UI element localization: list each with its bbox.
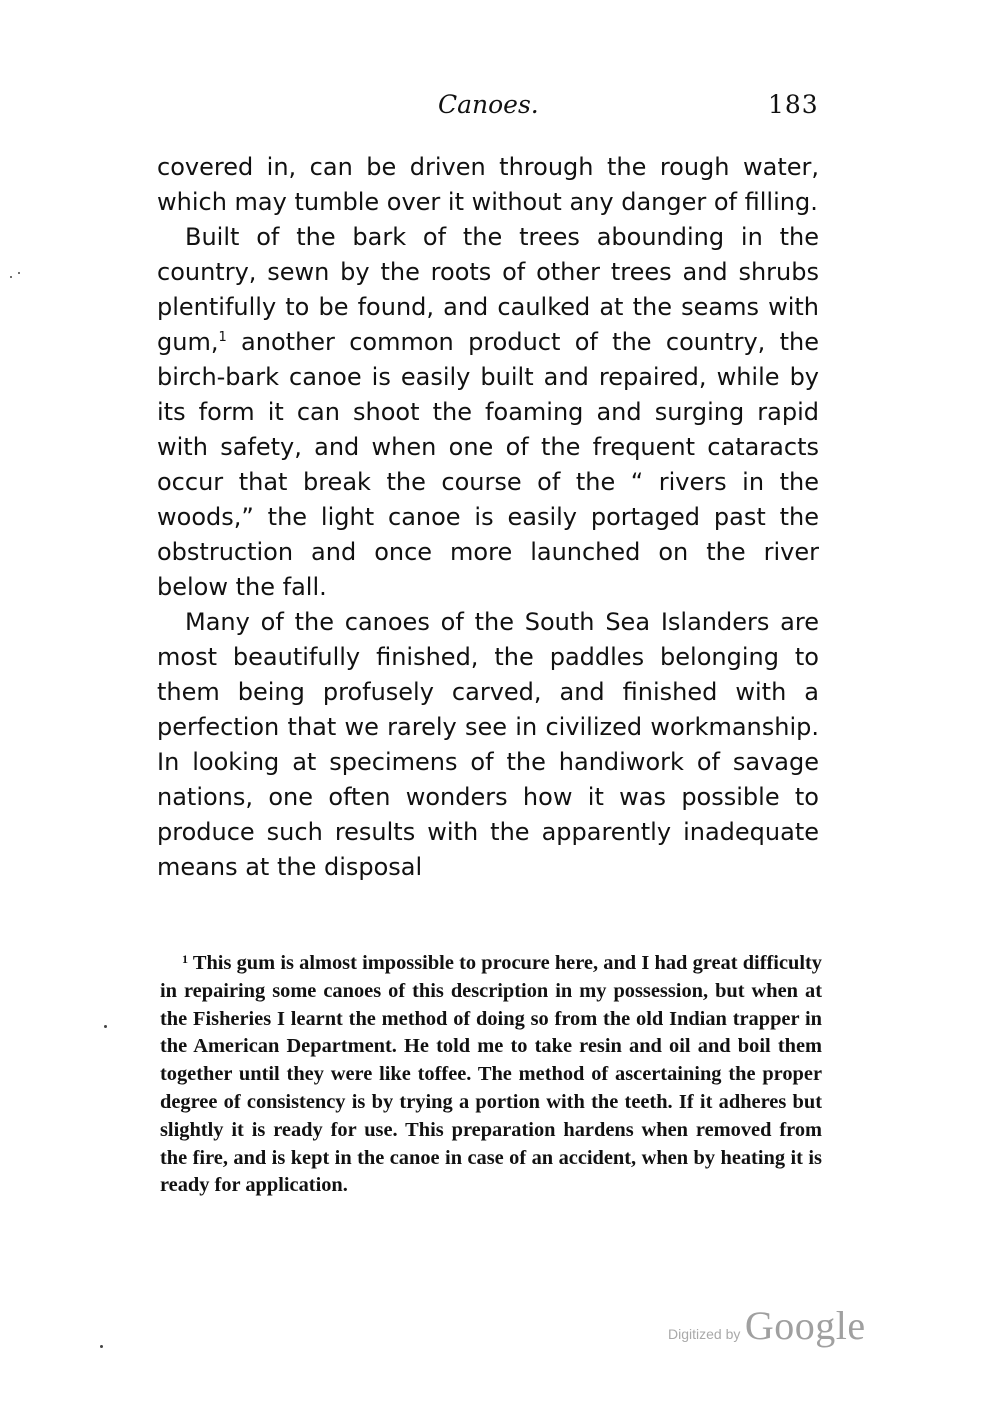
watermark-brand: Google: [744, 1303, 866, 1348]
body-text: [157, 150, 819, 885]
watermark-prefix: Digitized by: [668, 1326, 741, 1342]
page-number: 183: [768, 90, 819, 119]
paragraph-1: covered in, can be driven through the rough water, which may tumble over it without any danger of filling.: [157, 153, 819, 216]
footnote: [160, 950, 822, 1200]
paragraph-2-part-a: Built of the bark of the trees abounding in the country, sewn by the roots of other trees and shrubs plentifully to be found, and caulked at the seams with gum,: [157, 223, 819, 356]
running-title: Canoes.: [438, 90, 539, 119]
digitized-watermark: [668, 1302, 866, 1349]
footnote-reference: 1: [218, 330, 227, 345]
scan-speck: [104, 1025, 107, 1028]
footnote-marker: 1: [182, 952, 188, 966]
scan-speck: [10, 276, 12, 278]
scan-speck: [100, 1345, 103, 1348]
paragraph-2-part-b: another common product of the country, the birch-bark canoe is easily built and repaired, while by its form it can shoot the foaming and surging rapid with safety, and when one of the frequent cataracts occur that break the course of the “ rivers in the woods,” the light canoe is easily portaged past the obstruction and once more launched on the river below the fall.: [157, 328, 819, 601]
scan-speck: [18, 272, 20, 274]
footnote-text: This gum is almost impossible to procure here, and I had great difficulty in repairing some canoes of this description in my possession, but when at the Fisheries I learnt the method of doing so from the old Indian trapper in the American Department. He told me to take resin and oil and boil them together until they were like toffee. The method of ascertaining the proper degree of consistency is by trying a portion with the teeth. If it adheres but slightly it is ready for use. This preparation hardens when removed from the fire, and is kept in the canoe in case of an accident, when by heating it is ready for application.: [160, 952, 822, 1197]
paragraph-2: [157, 220, 819, 605]
paragraph-3: Many of the canoes of the South Sea Islanders are most beautifully finished, the paddles belonging to them being profusely carved, and finished with a perfection that we rarely see in civilized workmanship. In looking at specimens of the handiwork of savage nations, one often wonders how it was possible to produce such results with the apparently inadequate means at the disposal: [157, 608, 819, 881]
